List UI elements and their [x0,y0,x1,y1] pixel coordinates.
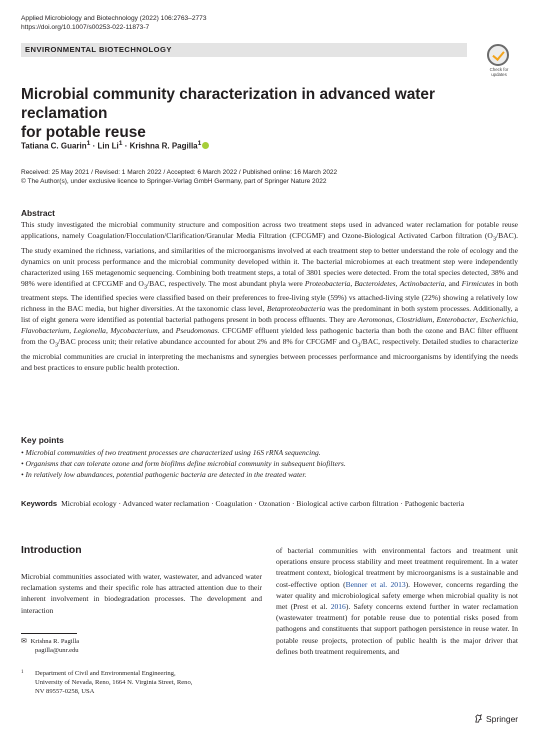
introduction-text-right: of bacterial communities with environmental factors and treatment unit operations ensure process stability and meet treatment requirement. In a water treatment context, biological treatment by microorganisms is a sustainable and cost-effective option (Benner et al. 2013). However, concerns regarding the water quality and microbiological safety emerge when microbial quality is not met (Prest et al. 2016). Safety concerns extend further in water reclamation (wastewater treatment) for potable reuse due to potential risks posed from pathogens and constituents that support pathogen persistence in reuse water. In potable reuse projects, protection of public health is the major driver that defines both treatment requirements, and [276,546,519,656]
author-name: Lin Li [97,141,119,151]
author-list [21,140,209,151]
key-points-heading: Key points [21,435,64,445]
introduction-text-left: Microbial communities associated with water, wastewater, and advanced water reclamation systems and their specific role has attracted attention due to their inherent involvement in biodegradation processes. The development and interaction [21,572,262,615]
envelope-icon: ✉ [21,637,27,645]
affiliation: 1 Department of Civil and Environmental Engineering, University of Nevada, Reno, 1664 N. Virginia Street, Reno, NV 89557-0258, USA [21,670,193,695]
springer-horse-icon [474,714,483,723]
author-affil-sup: 1 [197,140,202,147]
badge-line2: updates [491,72,507,77]
key-point-item: • In relatively low abundances, potential pathogenic bacteria are detected in the treated water. [21,470,307,480]
affiliation-number: 1 [21,670,24,675]
key-points-list [21,447,518,481]
badge-line1: Check for [489,67,509,72]
key-point-item: • Organisms that can tolerate ozone and form biofilms define microbial community in subsequent biofilters. [21,459,346,469]
article-history [21,168,337,186]
history-dates: Received: 25 May 2021 / Revised: 1 March 2022 / Accepted: 6 March 2022 / Published online: 16 March 2022 [21,169,338,176]
author-name: Tatiana C. Guarin [21,141,87,151]
orcid-icon[interactable] [202,142,209,149]
keywords-text: Microbial ecology · Advanced water reclamation · Coagulation · Ozonation · Biological active carbon filtration · Pathogenic bacteria [61,499,465,508]
copyright-line: © The Author(s), under exclusive licence to Springer-Verlag GmbH Germany, part of Springer Nature 2022 [21,178,327,185]
doi-link[interactable]: https://doi.org/10.1007/s00253-022-11873-7 [21,23,150,31]
contact-name: Krishna R. Pagilla [30,638,80,645]
publisher-name: Springer [486,714,519,724]
author-separator: · [122,141,130,151]
footnote-divider [21,633,77,634]
corresponding-author [21,637,79,655]
abstract-heading: Abstract [21,208,55,218]
keywords-label: Keywords [21,499,58,508]
author-affil-sup: 1 [86,140,91,147]
journal-header [21,15,207,32]
author-separator: · [90,141,98,151]
article-title: Microbial community characterization in advanced water reclamation for potable reuse [21,86,435,141]
introduction-heading: Introduction [21,545,82,556]
section-label: ENVIRONMENTAL BIOTECHNOLOGY [21,43,467,57]
author-affil-sup: 1 [118,140,123,147]
citation-link[interactable]: Benner et al. 2013 [345,579,406,589]
journal-citation: Applied Microbiology and Biotechnology (2022) 106:2763–2773 [21,15,207,22]
contact-email[interactable]: pagilla@unr.edu [35,647,79,654]
check-for-updates-icon [487,44,509,66]
key-point-item: • Microbial communities of two treatment processes are characterized using 16S rRNA sequencing. [21,448,321,457]
author-name: Krishna R. Pagilla [129,141,198,151]
abstract-text: This study investigated the microbial community structure and composition across two treatment steps used in advanced water reclamation for potable reuse applications, namely Coagulation/Flocculation/Clarification/Granular Media Filtration (CFCGMF) and Ozone-Biological Activated Carbon filtration $(O_3/BAC)$. The study examined the richness, variations, and similarities of the microorganisms involved at each treatment step to better understand the role of ecology and the dynamics on unit process performance and the microbial community developed within it. The bacterial microbiomes at each treatment step were independently characterized using 16S metagenomic sequencing. Combining both treatment steps, a total of 3801 species were detected. From the total species detected, 38% and 98% were identified at CFCGMF and $O_3$/BAC, respectively. The most abundant phyla were Proteobacteria, Bacteroidetes, Actinobacteria, and Firmicutes in both treatment steps. The identified species were classified based on their preferences to free-living style (59%) vs attached-living style (22%) showing a relatively low richness in the BAC media, but higher diversities. At the taxonomic class level, Betaproteobacteria was the predominant in both system processes. Additionally, a list of eight genera were identified as potential bacterial pathogens present in both process effluents. They are Aeromonas, Clostridium, Enterobacter, Escherichia, Flavobacterium, Legionella, Mycobacterium, and Pseudomonas. CFCGMF effluent yielded less pathogenic bacteria than both the ozone and BAC filter effluent from the $O_3$/BAC process unit; their relative abundance accounted for about 2% and 8% for CFCGMF and $O_3$/BAC, respectively. Detailed studies to characterize the microbial communities are crucial in interpreting the mechanisms and synergies between processes performance and microorganisms by identifying the needs and best practices to ensure public health protection. [21,220,519,373]
check-for-updates-badge[interactable] [482,44,516,78]
keywords [21,498,518,509]
publisher-logo [474,714,518,724]
citation-link[interactable]: 2016 [330,602,346,612]
